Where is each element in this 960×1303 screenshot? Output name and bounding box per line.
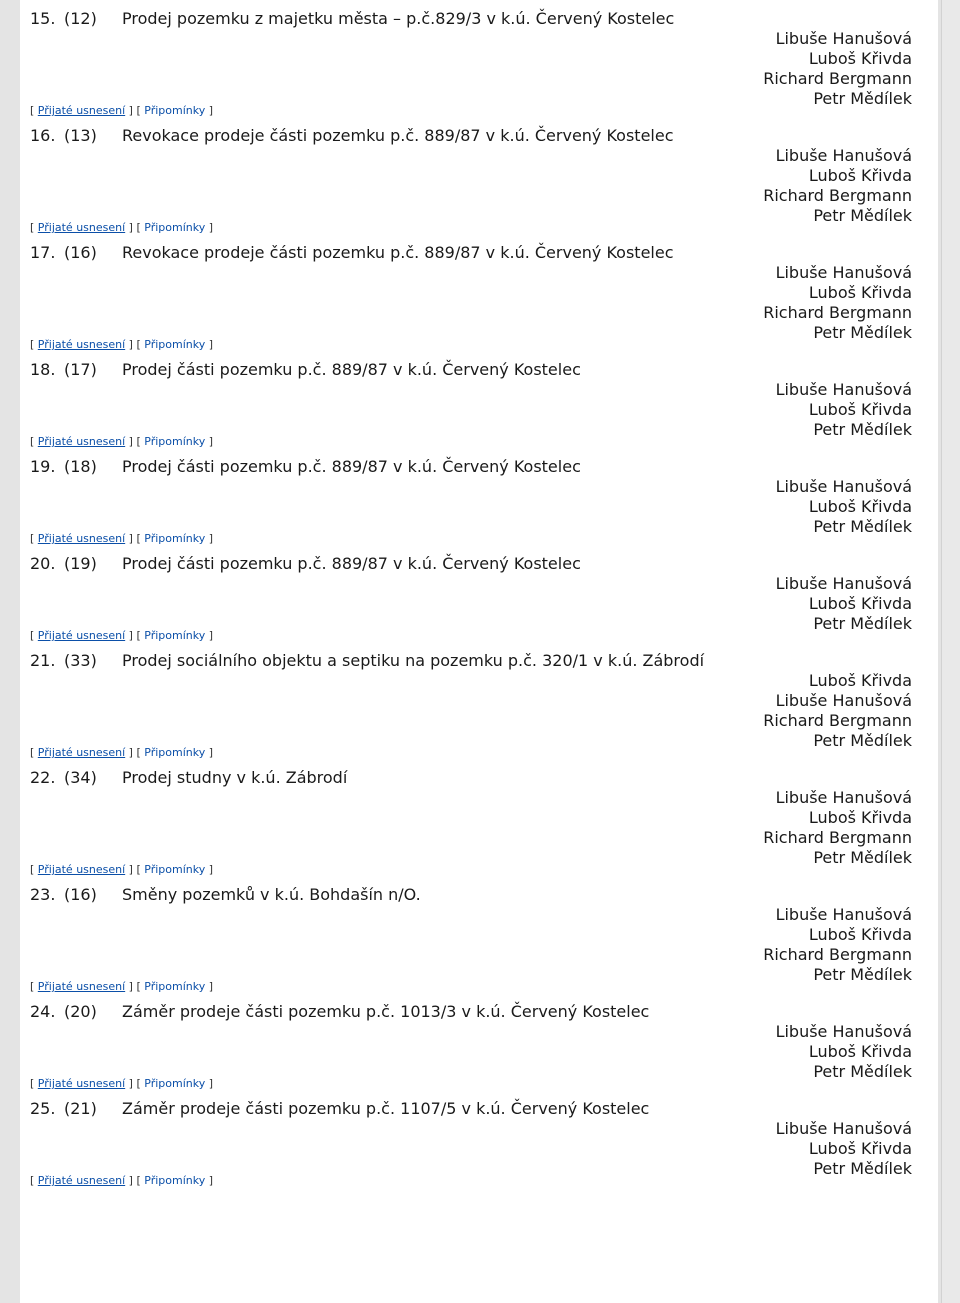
speaker-name: Luboš Křivda bbox=[808, 166, 912, 185]
adopted-resolution-link[interactable]: Přijaté usnesení bbox=[37, 532, 126, 545]
agenda-item-number: 15. bbox=[30, 9, 56, 28]
agenda-item bbox=[30, 117, 926, 234]
speaker-name: Petr Mědílek bbox=[813, 1159, 912, 1178]
speaker-name: Libuše Hanušová bbox=[775, 905, 912, 924]
agenda-item-text: Prodej části pozemku p.č. 889/87 v k.ú. Červený Kostelec bbox=[122, 457, 581, 476]
speaker-list bbox=[30, 574, 926, 634]
agenda-item bbox=[30, 448, 926, 545]
bracket-close: ] bbox=[128, 338, 133, 351]
agenda-item-number: 19. bbox=[30, 457, 56, 476]
bracket-close: ] bbox=[208, 221, 214, 234]
adopted-resolution-link[interactable]: Přijaté usnesení bbox=[37, 221, 126, 234]
speaker-name: Libuše Hanušová bbox=[775, 380, 912, 399]
agenda-item bbox=[30, 1090, 926, 1187]
agenda-item-number: 24. bbox=[30, 1002, 56, 1021]
speaker-name: Libuše Hanušová bbox=[775, 146, 912, 165]
adopted-resolution-link[interactable]: Přijaté usnesení bbox=[37, 1174, 126, 1187]
adopted-resolution-link[interactable]: Přijaté usnesení bbox=[37, 1077, 126, 1090]
item-links bbox=[30, 104, 213, 117]
bracket-open: [ bbox=[30, 221, 35, 234]
bracket-open: [ bbox=[30, 629, 35, 642]
bracket-open: [ bbox=[30, 435, 35, 448]
speaker-name: Luboš Křivda bbox=[808, 400, 912, 419]
speaker-list bbox=[30, 788, 926, 868]
adopted-resolution-link[interactable]: Přijaté usnesení bbox=[37, 104, 126, 117]
bracket-open: [ bbox=[136, 338, 141, 351]
agenda-list bbox=[30, 0, 926, 1187]
bracket-close: ] bbox=[128, 221, 133, 234]
bracket-close: ] bbox=[208, 435, 214, 448]
item-links bbox=[30, 629, 213, 642]
agenda-item-title bbox=[30, 448, 926, 477]
agenda-item-text: Prodej sociálního objektu a septiku na pozemku p.č. 320/1 v k.ú. Zábrodí bbox=[122, 651, 705, 670]
bracket-open: [ bbox=[136, 1174, 141, 1187]
agenda-item-order: (18) bbox=[64, 457, 97, 476]
agenda-item-text: Prodej části pozemku p.č. 889/87 v k.ú. Červený Kostelec bbox=[122, 360, 581, 379]
agenda-item-number: 20. bbox=[30, 554, 56, 573]
speaker-name: Luboš Křivda bbox=[808, 1042, 912, 1061]
speaker-list bbox=[30, 380, 926, 440]
item-links bbox=[30, 338, 213, 351]
speaker-name: Petr Mědílek bbox=[813, 206, 912, 225]
speaker-name: Petr Mědílek bbox=[813, 89, 912, 108]
speaker-list bbox=[30, 146, 926, 226]
speaker-name: Libuše Hanušová bbox=[775, 477, 912, 496]
bracket-open: [ bbox=[30, 863, 35, 876]
agenda-item-text: Prodej pozemku z majetku města – p.č.829/3 v k.ú. Červený Kostelec bbox=[122, 9, 675, 28]
bracket-open: [ bbox=[30, 1077, 35, 1090]
agenda-item-order: (12) bbox=[64, 9, 97, 28]
bracket-open: [ bbox=[136, 221, 141, 234]
agenda-item-text: Záměr prodeje části pozemku p.č. 1107/5 v k.ú. Červený Kostelec bbox=[122, 1099, 650, 1118]
agenda-item-order: (13) bbox=[64, 126, 97, 145]
speaker-name: Petr Mědílek bbox=[813, 1062, 912, 1081]
speaker-name: Richard Bergmann bbox=[763, 303, 912, 322]
item-links bbox=[30, 1174, 213, 1187]
comments-link[interactable]: Připomínky bbox=[144, 104, 206, 117]
agenda-item-number: 21. bbox=[30, 651, 56, 670]
agenda-item-number: 16. bbox=[30, 126, 56, 145]
speaker-name: Luboš Křivda bbox=[808, 808, 912, 827]
bracket-close: ] bbox=[208, 532, 214, 545]
speaker-list bbox=[30, 1119, 926, 1179]
adopted-resolution-link[interactable]: Přijaté usnesení bbox=[37, 338, 126, 351]
speaker-name: Richard Bergmann bbox=[763, 711, 912, 730]
comments-link[interactable]: Připomínky bbox=[144, 532, 206, 545]
comments-link[interactable]: Připomínky bbox=[144, 435, 206, 448]
agenda-item-order: (16) bbox=[64, 243, 97, 262]
comments-link[interactable]: Připomínky bbox=[144, 1077, 206, 1090]
speaker-name: Richard Bergmann bbox=[763, 186, 912, 205]
item-links bbox=[30, 435, 213, 448]
agenda-item-title bbox=[30, 642, 926, 671]
agenda-item-title bbox=[30, 545, 926, 574]
comments-link[interactable]: Připomínky bbox=[144, 338, 206, 351]
speaker-name: Libuše Hanušová bbox=[775, 691, 912, 710]
bracket-open: [ bbox=[30, 980, 35, 993]
bracket-open: [ bbox=[30, 1174, 35, 1187]
bracket-close: ] bbox=[128, 629, 133, 642]
bracket-close: ] bbox=[208, 629, 214, 642]
comments-link[interactable]: Připomínky bbox=[144, 221, 206, 234]
agenda-item bbox=[30, 759, 926, 876]
speaker-list bbox=[30, 263, 926, 343]
scrollbar[interactable] bbox=[941, 0, 960, 1303]
agenda-item bbox=[30, 876, 926, 993]
agenda-item bbox=[30, 0, 926, 117]
speaker-name: Libuše Hanušová bbox=[775, 29, 912, 48]
comments-link[interactable]: Připomínky bbox=[144, 980, 206, 993]
comments-link[interactable]: Připomínky bbox=[144, 746, 206, 759]
bracket-close: ] bbox=[128, 980, 133, 993]
comments-link[interactable]: Připomínky bbox=[144, 1174, 206, 1187]
agenda-item-order: (21) bbox=[64, 1099, 97, 1118]
speaker-name: Luboš Křivda bbox=[808, 49, 912, 68]
speaker-name: Petr Mědílek bbox=[813, 848, 912, 867]
adopted-resolution-link[interactable]: Přijaté usnesení bbox=[37, 435, 126, 448]
speaker-name: Luboš Křivda bbox=[808, 925, 912, 944]
speaker-list bbox=[30, 29, 926, 109]
bracket-close: ] bbox=[128, 746, 133, 759]
agenda-item-title bbox=[30, 759, 926, 788]
agenda-item-order: (33) bbox=[64, 651, 97, 670]
bracket-close: ] bbox=[208, 746, 214, 759]
agenda-item-number: 25. bbox=[30, 1099, 56, 1118]
agenda-item-number: 18. bbox=[30, 360, 56, 379]
bracket-open: [ bbox=[136, 629, 141, 642]
bracket-close: ] bbox=[128, 1077, 133, 1090]
bracket-close: ] bbox=[208, 1174, 214, 1187]
bracket-open: [ bbox=[136, 104, 141, 117]
agenda-item-title bbox=[30, 351, 926, 380]
agenda-item-order: (19) bbox=[64, 554, 97, 573]
speaker-name: Libuše Hanušová bbox=[775, 788, 912, 807]
agenda-item-title bbox=[30, 234, 926, 263]
agenda-item-text: Prodej studny v k.ú. Zábrodí bbox=[122, 768, 348, 787]
agenda-item bbox=[30, 993, 926, 1090]
agenda-item-title bbox=[30, 1090, 926, 1119]
agenda-item-title bbox=[30, 0, 926, 29]
bracket-open: [ bbox=[136, 980, 141, 993]
speaker-list bbox=[30, 671, 926, 751]
bracket-close: ] bbox=[128, 1174, 133, 1187]
bracket-open: [ bbox=[136, 1077, 141, 1090]
speaker-name: Petr Mědílek bbox=[813, 731, 912, 750]
agenda-item-number: 22. bbox=[30, 768, 56, 787]
item-links bbox=[30, 221, 213, 234]
agenda-item bbox=[30, 642, 926, 759]
bracket-close: ] bbox=[208, 338, 214, 351]
speaker-name: Luboš Křivda bbox=[808, 594, 912, 613]
speaker-list bbox=[30, 1022, 926, 1082]
speaker-name: Richard Bergmann bbox=[763, 945, 912, 964]
adopted-resolution-link[interactable]: Přijaté usnesení bbox=[37, 980, 126, 993]
speaker-name: Petr Mědílek bbox=[813, 420, 912, 439]
agenda-item-title bbox=[30, 117, 926, 146]
agenda-item-title bbox=[30, 993, 926, 1022]
bracket-close: ] bbox=[208, 863, 214, 876]
agenda-item bbox=[30, 351, 926, 448]
comments-link[interactable]: Připomínky bbox=[144, 629, 206, 642]
speaker-name: Luboš Křivda bbox=[808, 497, 912, 516]
bracket-open: [ bbox=[136, 532, 141, 545]
speaker-name: Libuše Hanušová bbox=[775, 1119, 912, 1138]
agenda-item-text: Směny pozemků v k.ú. Bohdašín n/O. bbox=[122, 885, 421, 904]
bracket-open: [ bbox=[30, 532, 35, 545]
speaker-name: Petr Mědílek bbox=[813, 517, 912, 536]
item-links bbox=[30, 1077, 213, 1090]
speaker-list bbox=[30, 477, 926, 537]
speaker-name: Petr Mědílek bbox=[813, 965, 912, 984]
adopted-resolution-link[interactable]: Přijaté usnesení bbox=[37, 629, 126, 642]
comments-link[interactable]: Připomínky bbox=[144, 863, 206, 876]
bracket-close: ] bbox=[128, 532, 133, 545]
bracket-close: ] bbox=[208, 1077, 214, 1090]
adopted-resolution-link[interactable]: Přijaté usnesení bbox=[37, 746, 126, 759]
bracket-open: [ bbox=[30, 104, 35, 117]
agenda-item bbox=[30, 545, 926, 642]
bracket-close: ] bbox=[208, 104, 214, 117]
agenda-item-number: 23. bbox=[30, 885, 56, 904]
speaker-list bbox=[30, 905, 926, 985]
adopted-resolution-link[interactable]: Přijaté usnesení bbox=[37, 863, 126, 876]
bracket-close: ] bbox=[128, 863, 133, 876]
speaker-name: Petr Mědílek bbox=[813, 323, 912, 342]
agenda-item-text: Revokace prodeje části pozemku p.č. 889/87 v k.ú. Červený Kostelec bbox=[122, 126, 674, 145]
speaker-name: Richard Bergmann bbox=[763, 828, 912, 847]
speaker-name: Libuše Hanušová bbox=[775, 1022, 912, 1041]
agenda-item-title bbox=[30, 876, 926, 905]
agenda-item-order: (17) bbox=[64, 360, 97, 379]
speaker-name: Luboš Křivda bbox=[808, 1139, 912, 1158]
speaker-name: Luboš Křivda bbox=[808, 671, 912, 690]
item-links bbox=[30, 863, 213, 876]
speaker-name: Libuše Hanušová bbox=[775, 263, 912, 282]
agenda-item-order: (34) bbox=[64, 768, 97, 787]
document-page bbox=[20, 0, 938, 1303]
agenda-item-text: Prodej části pozemku p.č. 889/87 v k.ú. Červený Kostelec bbox=[122, 554, 581, 573]
agenda-item-text: Záměr prodeje části pozemku p.č. 1013/3 v k.ú. Červený Kostelec bbox=[122, 1002, 650, 1021]
agenda-item-order: (20) bbox=[64, 1002, 97, 1021]
item-links bbox=[30, 746, 213, 759]
bracket-close: ] bbox=[128, 104, 133, 117]
item-links bbox=[30, 980, 213, 993]
speaker-name: Libuše Hanušová bbox=[775, 574, 912, 593]
bracket-open: [ bbox=[136, 746, 141, 759]
bracket-close: ] bbox=[208, 980, 214, 993]
bracket-open: [ bbox=[136, 435, 141, 448]
speaker-name: Richard Bergmann bbox=[763, 69, 912, 88]
bracket-open: [ bbox=[30, 746, 35, 759]
speaker-name: Petr Mědílek bbox=[813, 614, 912, 633]
agenda-item-text: Revokace prodeje části pozemku p.č. 889/87 v k.ú. Červený Kostelec bbox=[122, 243, 674, 262]
agenda-item-order: (16) bbox=[64, 885, 97, 904]
agenda-item-number: 17. bbox=[30, 243, 56, 262]
speaker-name: Luboš Křivda bbox=[808, 283, 912, 302]
bracket-open: [ bbox=[30, 338, 35, 351]
agenda-item bbox=[30, 234, 926, 351]
item-links bbox=[30, 532, 213, 545]
bracket-open: [ bbox=[136, 863, 141, 876]
bracket-close: ] bbox=[128, 435, 133, 448]
